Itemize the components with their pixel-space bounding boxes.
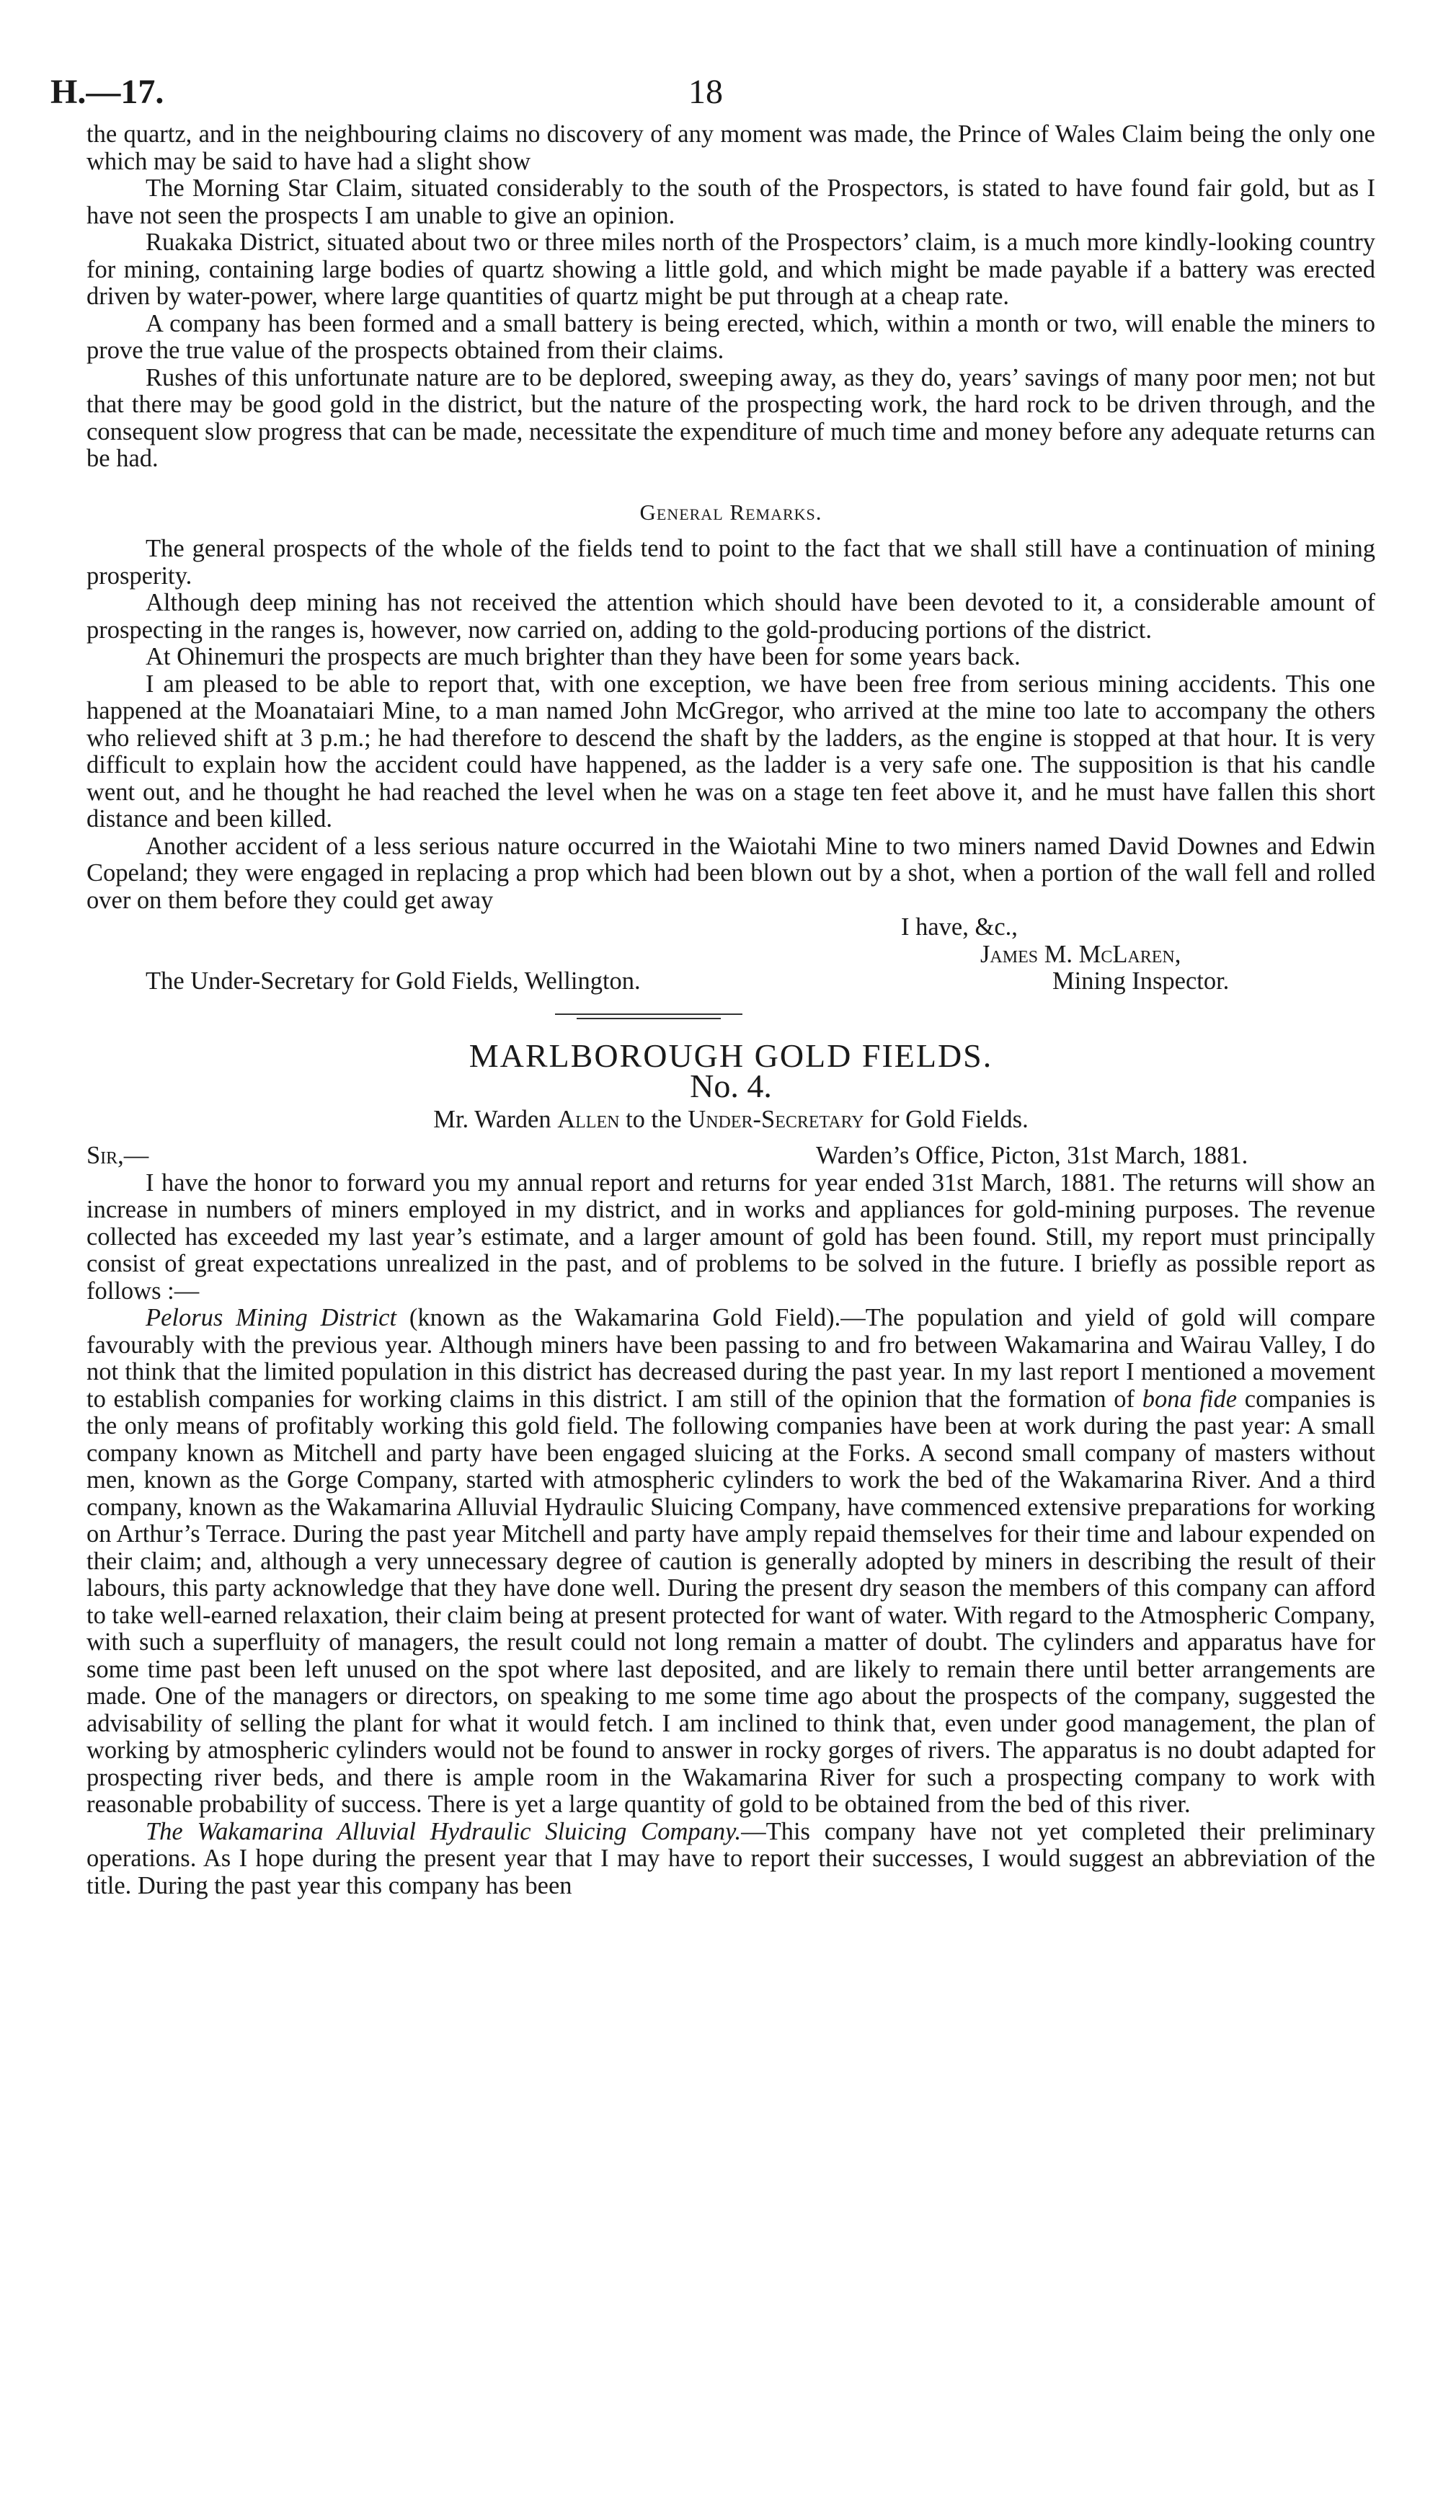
paragraph: Another accident of a less serious nature occurred in the Waiotahi Mine to two miners named David Downes and Edwin Copeland; they were engaged in replacing a prop which had been blown out by a shot, when a portion of the wall fell and rolled over on them before they could get away xyxy=(86,832,1375,914)
closing: I have, &c., xyxy=(901,913,1018,941)
signatory-title: Mining Inspector. xyxy=(1052,967,1230,995)
paragraph: the quartz, and in the neighbouring claims no discovery of any moment was made, the Prince of Wales Claim being the only one which may be said to have had a slight show xyxy=(86,120,1375,175)
paragraph: Ruakaka District, situated about two or three miles north of the Prospectors’ claim, is a much more kindly-looking country for mining, containing large bodies of quartz showing a little gold, and which might be made payable if a battery was erected driven by water-power, where large quantities of quartz might be put through at a cheap rate. xyxy=(86,229,1375,310)
pelorus-text-1: (known as the Wakamarina Gold Field).—The population and yield of gold will compare favourably with the previous year. Although miners have been passing to and fro between Wakamarina and Wairau Valley, I do not think that the limited population in this district has decreased during the past year. In my last report I mentioned a movement to establish companies for working claims in this district. I am still of the opinion that the formation of xyxy=(86,1304,1375,1413)
from-mid: to the xyxy=(626,1106,682,1133)
paragraph: At Ohinemuri the prospects are much brighter than they have been for some years back. xyxy=(146,643,1021,670)
paragraph: Although deep mining has not received the attention which should have been devoted to it, a considerable amount of prospecting in the ranges is, however, now carried on, adding to the gold-producing portions of the district. xyxy=(86,589,1375,644)
paragraph: The Morning Star Claim, situated considerably to the south of the Prospectors, is stated to have found fair gold, but as I have not seen the prospects I am unable to give an opinion. xyxy=(86,174,1375,229)
signature-block xyxy=(86,914,1375,993)
bona-fide: bona fide xyxy=(1142,1385,1238,1413)
pelorus-title: Pelorus Mining District xyxy=(146,1304,397,1331)
document-reference: H.—17. xyxy=(50,73,164,111)
addressee: The Under-Secretary for Gold Fields, Wellington. xyxy=(146,967,641,995)
section-heading: General Remarks. xyxy=(639,499,822,525)
office-date: Warden’s Office, Picton, 31st March, 1881. xyxy=(816,1141,1248,1169)
divider-line xyxy=(555,1013,742,1015)
paragraph: I have the honor to forward you my annual report and returns for year ended 31st March, 1881. The returns will show an increase in numbers of miners employed in my district, and in works and appliances for gold-mining purposes. The revenue collected has exceeded my last year’s estimate, and a larger amount of gold has been found. Still, my report must principally consist of great expectations unrealized in the past, and of problems to be solved in the future. I briefly as possible report as follows :— xyxy=(86,1168,1375,1305)
to-suffix: for Gold Fields. xyxy=(870,1106,1029,1133)
paragraph: I am pleased to be able to report that, with one exception, we have been free from serious mining accidents. This one happened at the Moanataiari Mine, to a man named John McGregor, who arrived at the mine too late to accompany the others who relieved shift at 3 p.m.; he had therefore to descend the shaft by the ladders, as the engine is stopped at that hour. It is very difficult to explain how the accident could have happened, as the ladder is a very safe one. The supposition is that his candle went out, and he thought he had reached the level when he was on a stage ten feet above it, and he must have fallen this short distance and been killed. xyxy=(86,670,1375,833)
from-name: Allen xyxy=(557,1106,620,1133)
paragraph: The general prospects of the whole of the fields tend to point to the fact that we shall still have a continuation of mining prosperity. xyxy=(86,535,1375,590)
to-name: Under-Secretary xyxy=(688,1106,864,1133)
page-number: 18 xyxy=(688,73,723,111)
wakamarina-text: —This company have not yet completed their preliminary operations. As I hope during the present year that I may have to report their successes, I would suggest an abbreviation of the title. During the past year this company has been xyxy=(86,1817,1375,1899)
report-heading: MARLBOROUGH GOLD FIELDS. xyxy=(469,1037,993,1074)
pelorus-text-2: companies is the only means of profitably working this gold field. The following companies have been at work during the past year: A small company known as Mitchell and party have been engaged sluicing at the Forks. A second small company of masters without men, known as the Gorge Company, started with atmospheric cylinders to work the bed of the Wakamarina River. And a third company, known as the Wakamarina Alluvial Hydraulic Sluicing Company, have commenced extensive preparations for working on Arthur’s Terrace. During the past year Mitchell and party have amply repaid themselves for their time and labour expended on their claim; and, although a very unnecessary degree of caution is generally adopted by miners in describing the result of their labours, this party acknowledge that they have done well. During the present dry season the members of this company can afford to take well-earned relaxation, their claim being at present protected for want of water. With regard to the Atmospheric Company, with such a superfluity of managers, the result could not long remain a matter of doubt. The cylinders and apparatus have for some time past been left unused on the spot where last deposited, and are likely to remain there until better arrangements are made. One of the managers or directors, on speaking to me some time ago about the prospects of the company, suggested the advisability of selling the plant for what it would fetch. I am inclined to think that, even under good management, the plan of working by atmospheric cylinders would not be found to answer in rocky gorges of rivers. The apparatus is no doubt adapted for prospecting river beds, and there is ample room in the Wakamarina River for such a prospecting company to work with reasonable probability of success. There is yet a large quantity of gold to be obtained from the bed of this river. xyxy=(86,1385,1376,1818)
salutation: Sir,— xyxy=(86,1141,149,1169)
page-content xyxy=(86,121,1375,1899)
paragraph: Rushes of this unfortunate nature are to be deplored, sweeping away, as they do, years’ savings of many poor men; not but that there may be good gold in the district, but the nature of the prospecting work, the hard rock to be driven through, and the consequent slow progress that can be made, necessitate the expenditure of much time and money before any adequate returns can be had. xyxy=(86,363,1375,472)
salutation-line xyxy=(86,1143,1375,1170)
paragraph xyxy=(86,1305,1375,1819)
signatory-name: James M. McLaren, xyxy=(980,941,1181,968)
from-to-line xyxy=(86,1106,1375,1134)
section-divider xyxy=(86,993,1375,1037)
wakamarina-title: The Wakamarina Alluvial Hydraulic Sluicing Company. xyxy=(146,1817,742,1845)
divider-line xyxy=(577,1018,721,1019)
paragraph xyxy=(86,1819,1375,1900)
paragraph: A company has been formed and a small battery is being erected, which, within a month or two, will enable the miners to prove the true value of the prospects obtained from their claims. xyxy=(86,309,1375,364)
report-number: No. 4. xyxy=(690,1067,772,1104)
from-prefix: Mr. Warden xyxy=(433,1106,551,1133)
